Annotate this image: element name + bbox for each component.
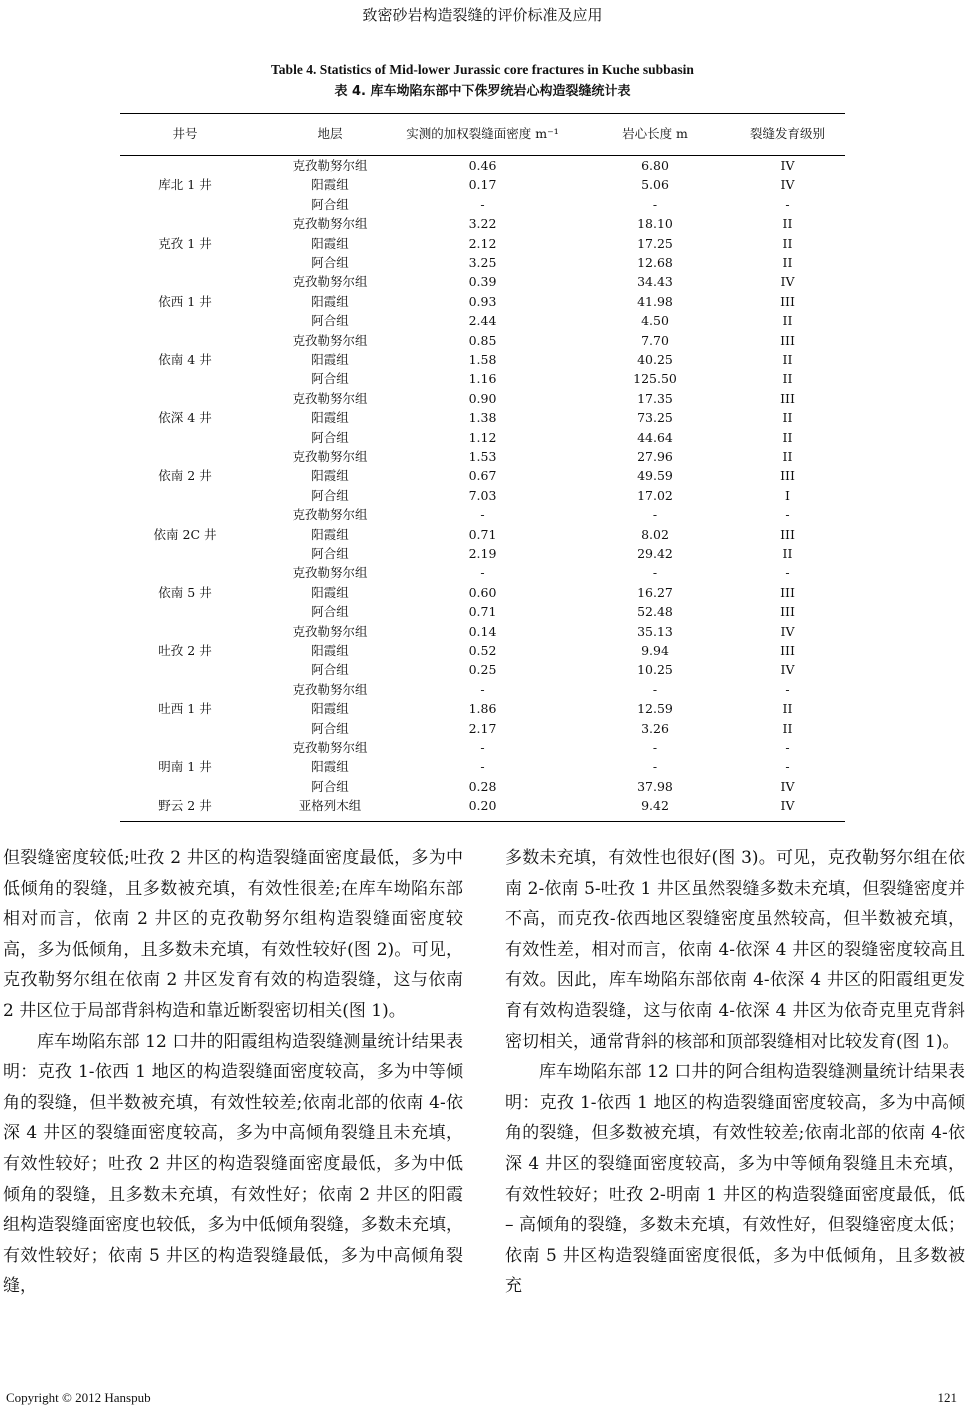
- cell-length: 17.25: [637, 235, 673, 251]
- cell-grade: IV: [780, 798, 795, 814]
- table-row: [120, 777, 845, 796]
- cell-density: 2.12: [468, 235, 497, 251]
- cell-grade: IV: [780, 778, 795, 794]
- cell-grade: -: [785, 565, 790, 581]
- table-row: [120, 408, 845, 427]
- left-paragraph: 库车坳陷东部 12 口井的阳霞组构造裂缝测量统计结果表明：克孜 1-依西 1 地区的构造裂缝面密度较高，多为中等倾角的裂缝，但半数被充填，有效性较差;依南北部的依南 4-依深 4 井区的裂缝面密度较高，多为中高倾角裂缝且未充填，有效性较好；吐孜 2 井区的构造裂缝面密度最低，多为中低倾角的裂缝，且多数未充填，有效性好；依南 2 井区的阳霞组构造裂缝面密度也较低，多为中低倾角裂缝，多数未充填，有效性较好；依南 5 井区的构造裂缝最低，多为中高倾角裂缝，: [3, 1031, 463, 1297]
- col-header-grade: 裂缝发育级别: [749, 126, 825, 141]
- footer-copyright: Copyright © 2012 Hanspub: [6, 1390, 151, 1405]
- cell-layer: 克孜勒努尔组: [292, 158, 368, 173]
- table-bottom-rule: [120, 821, 845, 822]
- table-row: [120, 292, 845, 311]
- table-row: [120, 466, 845, 485]
- table-row: [120, 350, 845, 369]
- cell-layer: 克孜勒努尔组: [292, 623, 368, 639]
- col-header-layer: 地层: [317, 126, 343, 141]
- cell-length: 125.50: [633, 371, 677, 387]
- cell-density: 1.86: [468, 701, 497, 717]
- cell-grade: II: [782, 371, 793, 387]
- cell-density: 0.28: [468, 778, 497, 794]
- cell-length: 6.80: [641, 158, 669, 173]
- cell-length: 9.42: [641, 798, 669, 814]
- cell-density: 0.25: [468, 662, 497, 678]
- cell-grade: IV: [780, 177, 795, 193]
- cell-well: 吐孜 2 井: [158, 643, 212, 658]
- cell-grade: -: [785, 759, 790, 775]
- table-row: [120, 447, 845, 466]
- body-left-column: [3, 843, 463, 1302]
- col-header-length: 岩心长度 m: [622, 126, 688, 141]
- cell-length: 49.59: [637, 468, 673, 484]
- cell-grade: II: [782, 429, 793, 445]
- cell-density: 3.25: [468, 255, 497, 270]
- cell-length: 27.96: [637, 449, 673, 464]
- cell-grade: II: [782, 410, 793, 426]
- cell-layer: 克孜勒努尔组: [292, 681, 368, 697]
- left-paragraph: 但裂缝密度较低;吐孜 2 井区的构造裂缝面密度最低，多为中低倾角的裂缝，且多数被充填，有效性很差;在库车坳陷东部相对而言，依南 2 井区的克孜勒努尔组构造裂缝面密度较高，多为低倾角，且多数未充填，有效性较好(图 2)。可见，克孜勒努尔组在依南 2 井区发育有效的构造裂缝，这与依南 2 井区位于局部背斜构造和靠近断裂密切相关(图 1)。: [3, 848, 463, 1021]
- cell-density: -: [480, 196, 485, 212]
- cell-length: 12.68: [637, 255, 673, 270]
- cell-length: 40.25: [637, 352, 673, 367]
- cell-well: 克孜 1 井: [158, 235, 212, 251]
- cell-length: 10.25: [637, 662, 673, 678]
- cell-layer: 亚格列木组: [298, 798, 362, 814]
- cell-grade: IV: [780, 662, 795, 678]
- cell-length: 41.98: [637, 293, 673, 309]
- table-top-rule: [120, 113, 845, 114]
- cell-layer: 阿合组: [311, 313, 349, 329]
- cell-layer: 克孜勒努尔组: [292, 390, 368, 406]
- cell-well: 吐西 1 井: [158, 701, 212, 717]
- cell-density: 0.46: [468, 158, 497, 173]
- cell-length: 73.25: [637, 410, 673, 426]
- cell-grade: III: [780, 604, 795, 620]
- cell-layer: 阿合组: [311, 371, 349, 387]
- cell-density: 7.03: [468, 487, 497, 503]
- cell-length: 4.50: [641, 313, 669, 329]
- cell-well: 依南 5 井: [158, 584, 212, 600]
- cell-grade: II: [782, 313, 793, 329]
- cell-grade: II: [782, 720, 793, 736]
- cell-density: 2.19: [468, 546, 497, 561]
- table-row: [120, 156, 845, 175]
- cell-layer: 阳霞组: [311, 526, 349, 542]
- table-caption-zh: 表 4. 库车坳陷东部中下侏罗统岩心构造裂缝统计表: [334, 84, 631, 99]
- cell-layer: 阿合组: [311, 429, 349, 445]
- right-paragraph: 多数未充填，有效性也很好(图 3)。可见，克孜勒努尔组在依南 2-依南 5-吐孜 1 井区虽然裂缝多数未充填，但裂缝密度并不高，而克孜-依西地区裂缝密度虽然较高，但半数被充填，有效性差，相对而言，依南 4-依深 4 井区的裂缝密度较高且有效。因此，库车坳陷东部依南 4-依深 4 井区的阳霞组更发育有效构造裂缝，这与依南 4-依深 4 井区为依奇克里克背斜密切相关，通常背斜的核部和顶部裂缝相对比较发育(图 1)。: [505, 848, 965, 1052]
- table-caption-en: Table 4. Statistics of Mid-lower Jurassic core fractures in Kuche subbasin: [271, 62, 694, 77]
- cell-grade: -: [785, 196, 790, 212]
- cell-density: 0.20: [468, 798, 497, 814]
- table-row: [120, 602, 845, 621]
- table-row: [120, 311, 845, 330]
- table-row: [120, 195, 845, 214]
- cell-density: 2.44: [468, 313, 497, 329]
- cell-density: -: [480, 681, 485, 697]
- cell-well: 野云 2 井: [158, 798, 212, 814]
- cell-density: 1.38: [468, 410, 497, 426]
- cell-length: 7.70: [641, 332, 669, 348]
- cell-length: 35.13: [637, 623, 673, 639]
- cell-length: -: [652, 740, 658, 755]
- cell-grade: III: [780, 526, 795, 542]
- cell-grade: II: [782, 546, 793, 561]
- cell-layer: 阳霞组: [311, 584, 349, 600]
- cell-grade: III: [780, 468, 795, 484]
- table-header: [120, 124, 845, 144]
- cell-length: 34.43: [637, 274, 673, 290]
- cell-density: 0.71: [468, 526, 497, 542]
- cell-density: 1.12: [468, 429, 497, 445]
- cell-grade: IV: [780, 274, 795, 290]
- cell-layer: 阳霞组: [311, 352, 349, 367]
- cell-length: 3.26: [641, 720, 669, 736]
- table-row: [120, 175, 845, 194]
- table-row: [120, 738, 845, 757]
- right-paragraph: 库车坳陷东部 12 口井的阿合组构造裂缝测量统计结果表明：克孜 1-依西 1 地区的构造裂缝面密度较高，多为中高倾角的裂缝，但多数被充填，有效性较差;依南北部的依南 4-依深 4 井区的裂缝面密度较高，多为中等倾角裂缝且未充填，有效性较好；吐孜 2-明南 1 井区的构造裂缝面密度最低，低 – 高倾角的裂缝，多数未充填，有效性好，但裂缝密度太低；依南 5 井区构造裂缝面密度很低，多为中低倾角，且多数被充: [505, 1062, 965, 1297]
- cell-layer: 阿合组: [311, 487, 349, 503]
- cell-layer: 阳霞组: [311, 235, 349, 251]
- cell-layer: 克孜勒努尔组: [292, 507, 368, 523]
- cell-density: -: [480, 507, 485, 523]
- table-row: [120, 563, 845, 582]
- table-row: [120, 641, 845, 660]
- cell-grade: II: [782, 255, 793, 270]
- table-row: [120, 525, 845, 544]
- cell-length: -: [652, 196, 658, 212]
- cell-grade: II: [782, 701, 793, 717]
- cell-grade: -: [785, 681, 790, 697]
- cell-layer: 克孜勒努尔组: [292, 565, 368, 581]
- cell-density: 0.17: [468, 177, 497, 193]
- cell-length: 12.59: [637, 701, 673, 717]
- cell-layer: 阿合组: [311, 604, 349, 620]
- table-row: [120, 505, 845, 524]
- cell-well: 库北 1 井: [158, 177, 212, 193]
- table-row: [120, 660, 845, 679]
- cell-layer: 克孜勒努尔组: [292, 216, 368, 232]
- cell-density: 0.60: [468, 584, 497, 600]
- cell-length: 52.48: [637, 604, 673, 620]
- cell-density: 1.53: [468, 449, 497, 464]
- cell-grade: III: [780, 293, 795, 309]
- cell-grade: I: [785, 487, 790, 503]
- cell-grade: III: [780, 584, 795, 600]
- cell-layer: 阿合组: [311, 196, 349, 212]
- cell-length: -: [652, 681, 658, 697]
- cell-layer: 阿合组: [311, 546, 349, 561]
- cell-density: -: [480, 759, 485, 775]
- cell-length: -: [652, 507, 658, 523]
- cell-grade: II: [782, 216, 793, 232]
- cell-density: 1.58: [468, 352, 497, 367]
- cell-length: 17.02: [637, 487, 673, 503]
- table-row: [120, 234, 845, 253]
- cell-length: 37.98: [637, 778, 673, 794]
- cell-density: -: [480, 565, 485, 581]
- table-row: [120, 272, 845, 291]
- cell-layer: 克孜勒努尔组: [292, 740, 368, 755]
- cell-grade: II: [782, 235, 793, 251]
- cell-layer: 阳霞组: [311, 293, 349, 309]
- table-row: [120, 544, 845, 563]
- running-header: 致密砂岩构造裂缝的评价标准及应用: [362, 6, 603, 24]
- cell-grade: III: [780, 332, 795, 348]
- cell-layer: 阿合组: [311, 720, 349, 736]
- cell-length: -: [652, 759, 658, 775]
- cell-density: 0.52: [468, 643, 497, 658]
- cell-layer: 阳霞组: [311, 643, 349, 658]
- cell-length: 8.02: [641, 526, 669, 542]
- body-right-column: [505, 843, 965, 1302]
- table-row: [120, 757, 845, 776]
- cell-length: 44.64: [637, 429, 673, 445]
- cell-layer: 阳霞组: [311, 177, 349, 193]
- cell-density: 0.71: [468, 604, 497, 620]
- cell-density: 0.85: [468, 332, 497, 348]
- cell-length: 16.27: [637, 584, 673, 600]
- table-row: [120, 486, 845, 505]
- cell-grade: IV: [780, 623, 795, 639]
- cell-length: 29.42: [637, 546, 673, 561]
- cell-density: 0.67: [468, 468, 497, 484]
- cell-grade: III: [780, 390, 795, 406]
- table-row: [120, 719, 845, 738]
- cell-layer: 阿合组: [311, 662, 349, 678]
- cell-length: 17.35: [637, 390, 673, 406]
- table-row: [120, 389, 845, 408]
- cell-layer: 克孜勒努尔组: [292, 332, 368, 348]
- cell-layer: 阳霞组: [311, 759, 349, 775]
- cell-grade: IV: [780, 158, 795, 173]
- cell-layer: 克孜勒努尔组: [292, 449, 368, 464]
- cell-density: 2.17: [468, 720, 497, 736]
- table-row: [120, 622, 845, 641]
- cell-well: 明南 1 井: [158, 759, 212, 775]
- table-row: [120, 369, 845, 388]
- cell-layer: 克孜勒努尔组: [292, 274, 368, 290]
- cell-length: 18.10: [637, 216, 673, 232]
- cell-well: 依南 2C 井: [153, 526, 217, 542]
- cell-layer: 阿合组: [311, 778, 349, 794]
- cell-density: 0.14: [468, 623, 497, 639]
- cell-density: -: [480, 740, 485, 755]
- cell-density: 0.93: [468, 293, 497, 309]
- col-header-well: 井号: [172, 126, 198, 141]
- cell-grade: -: [785, 507, 790, 523]
- table-row: [120, 699, 845, 718]
- table-row: [120, 796, 845, 815]
- cell-length: 9.94: [641, 643, 669, 658]
- cell-layer: 阿合组: [311, 255, 349, 270]
- cell-layer: 阳霞组: [311, 701, 349, 717]
- cell-layer: 阳霞组: [311, 410, 349, 426]
- cell-density: 1.16: [468, 371, 497, 387]
- cell-grade: III: [780, 643, 795, 658]
- page-number: 121: [937, 1390, 957, 1405]
- cell-length: 5.06: [641, 177, 669, 193]
- cell-well: 依西 1 井: [158, 293, 212, 309]
- cell-well: 依南 2 井: [158, 468, 212, 484]
- cell-length: -: [652, 565, 658, 581]
- cell-well: 依南 4 井: [158, 352, 212, 367]
- table-row: [120, 583, 845, 602]
- cell-well: 依深 4 井: [158, 410, 212, 426]
- cell-layer: 阳霞组: [311, 468, 349, 484]
- cell-density: 0.90: [468, 390, 497, 406]
- table-row: [120, 428, 845, 447]
- table-row: [120, 331, 845, 350]
- table-row: [120, 214, 845, 233]
- col-header-density: 实测的加权裂缝面密度 m⁻¹: [406, 126, 559, 141]
- cell-density: 0.39: [468, 274, 497, 290]
- cell-grade: II: [782, 352, 793, 367]
- table-row: [120, 680, 845, 699]
- table-row: [120, 253, 845, 272]
- cell-grade: -: [785, 740, 790, 755]
- cell-density: 3.22: [468, 216, 497, 232]
- cell-grade: II: [782, 449, 793, 464]
